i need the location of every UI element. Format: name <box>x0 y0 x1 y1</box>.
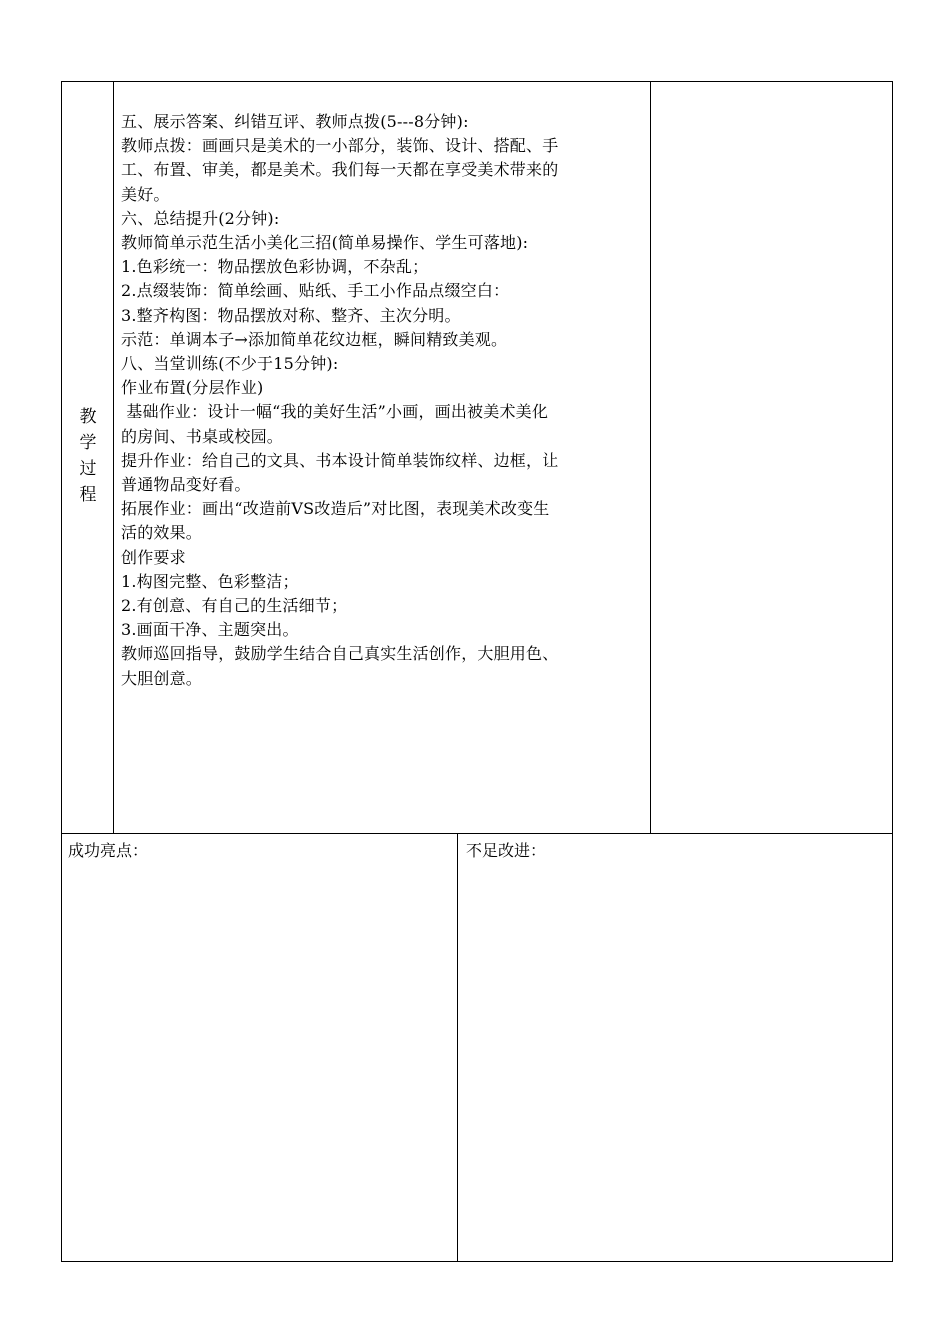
content-line: 作业布置(分层作业) <box>121 378 264 398</box>
content-line: 大胆创意。 <box>121 668 203 688</box>
content-line: 教师点拨：画画只是美术的一小部分，装饰、设计、搭配、手 <box>121 136 559 156</box>
content-line: 工、布置、审美，都是美术。我们每一天都在享受美术带来的 <box>121 160 559 180</box>
table-top-border <box>61 81 893 82</box>
content-line: 示范：单调本子→添加简单花纹边框，瞬间精致美观。 <box>121 329 508 349</box>
content-line: 1.构图完整、色彩整洁； <box>121 571 299 591</box>
content-line: 教师简单示范生活小美化三招(简单易操作、学生可落地): <box>121 233 529 253</box>
content-line: 1.色彩统一：物品摆放色彩协调，不杂乱； <box>121 257 429 277</box>
content-line: 基础作业：设计一幅“我的美好生活”小画，画出被美术美化 <box>121 402 549 422</box>
side-label-char: 教 <box>79 407 97 427</box>
footer-column-divider <box>457 833 458 1262</box>
content-line: 教师巡回指导，鼓励学生结合自己真实生活创作，大胆用色、 <box>121 644 559 664</box>
content-line: 五、展示答案、纠错互评、教师点拨(5---8分钟): <box>121 112 469 131</box>
teaching-process-content <box>121 110 649 691</box>
content-line: 创作要求 <box>121 547 186 567</box>
content-line: 2.有创意、有自己的生活细节； <box>121 596 348 616</box>
content-line: 六、总结提升(2分钟): <box>121 208 280 228</box>
needs-improvement-label: 不足改进： <box>466 841 547 860</box>
content-line: 拓展作业：画出“改造前VS改造后”对比图，表现美术改变生 <box>121 499 550 519</box>
side-label-char: 程 <box>79 485 97 505</box>
side-label-char: 过 <box>79 459 97 479</box>
side-label-char: 学 <box>79 433 97 453</box>
content-line: 3.整齐构图：物品摆放对称、整齐、主次分明。 <box>121 305 461 325</box>
content-line: 的房间、书桌或校园。 <box>121 426 284 446</box>
teaching-process-label <box>62 404 114 508</box>
table-bottom-border <box>61 1261 893 1262</box>
success-highlights-label: 成功亮点： <box>68 841 149 860</box>
content-line: 活的效果。 <box>121 523 203 543</box>
notes-column-divider <box>650 81 651 834</box>
content-line: 普通物品变好看。 <box>121 475 251 495</box>
row-divider <box>61 833 893 834</box>
content-line: 八、当堂训练(不少于15分钟): <box>121 354 339 374</box>
content-line: 2.点缀装饰：简单绘画、贴纸、手工小作品点缀空白： <box>121 281 510 301</box>
content-line: 美好。 <box>121 184 170 204</box>
table-left-border <box>61 81 62 1262</box>
content-line: 提升作业：给自己的文具、书本设计简单装饰纹样、边框，让 <box>121 450 559 470</box>
content-line: 3.画面干净、主题突出。 <box>121 620 299 640</box>
table-right-border <box>892 81 893 1262</box>
